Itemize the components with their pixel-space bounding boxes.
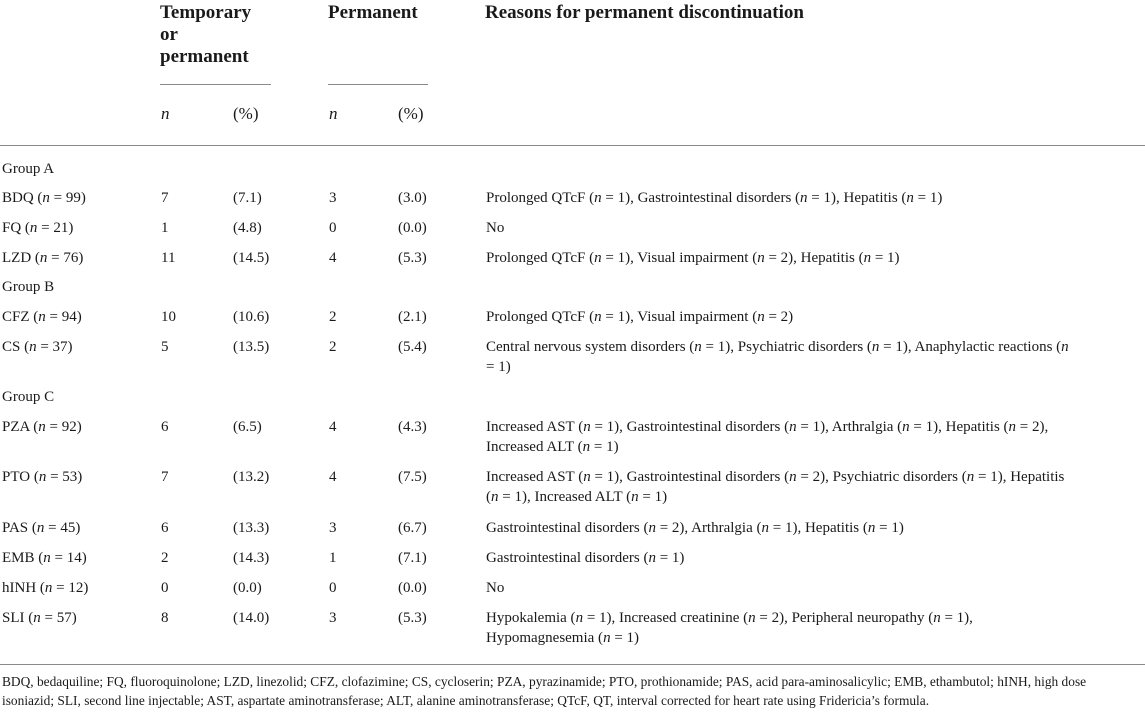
reason-count: = 1), [601,190,638,206]
group-label-b: Group B [2,279,55,295]
n-symbol: n [757,250,765,266]
drug-label [2,518,80,538]
drug-name: PTO ( [2,469,39,485]
reason-name: Hepatitis ( [800,250,864,266]
permanent-n-cell: 2 [329,309,337,325]
reason-name: Increased creatinine ( [619,610,749,626]
n-symbol: n [575,610,584,626]
drug-name: CS ( [2,339,30,355]
n-symbol: n [43,550,51,566]
reason-name: Hepatitis ( [804,520,868,536]
n-symbol: n [583,419,591,435]
drug-name: PAS ( [2,520,37,536]
reason-count: = 1), [796,419,832,435]
subheader-temporary-n: n [161,104,170,123]
reason-name: Hypokalemia ( [486,610,576,626]
drug-label [2,248,83,268]
reason-count: = 2) [764,309,794,325]
temporary-pct-cell: (10.6) [233,309,270,325]
n-symbol: n [694,339,702,355]
permanent-pct-cell: (4.3) [398,419,427,435]
header-temporary-line3: permanent [160,46,249,67]
n-symbol: n [491,489,499,505]
n-symbol: n [906,190,914,206]
permanent-pct-cell: (0.0) [398,580,427,596]
reasons-cell [486,337,1078,377]
reason-name: Hypomagnesemia ( [486,630,604,646]
reason-count: = 1), [769,520,805,536]
n-symbol: n [29,220,38,236]
drug-count: = 76) [47,250,84,266]
temporary-n-cell: 6 [161,419,169,435]
reason-name: Hepatitis ( [486,469,1065,505]
n-symbol: n [1008,419,1017,435]
reason-name: Visual impairment ( [637,309,758,325]
reason-count: = 1), [601,309,638,325]
temporary-pct-cell: (6.5) [233,419,262,435]
n-symbol: n [648,520,656,536]
n-symbol: n [933,610,941,626]
n-symbol: n [761,520,769,536]
n-symbol: n [39,250,48,266]
n-symbol: n [789,419,797,435]
n-symbol: n [583,469,591,485]
temporary-n-cell: 0 [161,580,169,596]
subheader-temporary-pct: (%) [233,104,259,123]
reason-count: = 1), [974,469,1011,485]
temporary-pct-cell: (13.2) [233,469,270,485]
temporary-n-cell: 6 [161,520,169,536]
group-label-a: Group A [2,161,55,177]
reasons-cell [486,548,1078,568]
n-symbol: n [902,419,910,435]
drug-count: = 45) [44,520,81,536]
drug-label [2,218,73,238]
permanent-n-cell: 1 [329,550,337,566]
drug-label [2,188,86,208]
n-symbol: n [594,190,602,206]
reasons-cell [486,467,1078,507]
reason-name: Gastrointestinal disorders ( [626,469,790,485]
n-symbol: n [38,309,46,325]
drug-count: = 99) [49,190,86,206]
n-symbol: n [42,190,50,206]
drug-label [2,578,88,598]
reason-name: Gastrointestinal disorders ( [626,419,790,435]
header-underline-temporary [160,84,271,85]
n-symbol: n [603,630,611,646]
n-symbol: n [648,550,656,566]
header-temporary-line2: or [160,24,178,45]
temporary-pct-cell: (13.5) [233,339,270,355]
header-reasons: Reasons for permanent discontinuation [485,2,804,23]
reasons-cell [486,417,1078,457]
temporary-n-cell: 7 [161,469,169,485]
reason-name: Increased ALT ( [486,439,583,455]
reason-name: Increased AST ( [486,419,584,435]
subheader-permanent-pct: (%) [398,104,424,123]
drug-count: = 92) [45,419,82,435]
permanent-n-cell: 0 [329,220,337,236]
reason-name: Hepatitis ( [945,419,1009,435]
drug-name: PZA ( [2,419,39,435]
reasons-cell [486,248,1078,268]
drug-label [2,608,77,628]
permanent-n-cell: 4 [329,419,337,435]
temporary-n-cell: 11 [161,250,176,266]
n-symbol: n [631,489,639,505]
reason-count: = 1), [498,489,535,505]
temporary-pct-cell: (4.8) [233,220,262,236]
permanent-n-cell: 3 [329,520,337,536]
reasons-cell: No [486,580,505,596]
permanent-pct-cell: (2.1) [398,309,427,325]
n-symbol: n [29,339,37,355]
reason-name: Psychiatric disorders ( [737,339,872,355]
drug-name: SLI ( [2,610,34,626]
n-symbol: n [871,339,880,355]
group-label-c: Group C [2,389,55,405]
temporary-pct-cell: (0.0) [233,580,262,596]
reason-count: = 1) [655,550,685,566]
header-permanent: Permanent [328,2,418,23]
reason-name: Gastrointestinal disorders ( [486,520,649,536]
temporary-pct-cell: (14.5) [233,250,270,266]
reason-name: Gastrointestinal disorders ( [486,550,649,566]
n-symbol: n [38,419,46,435]
permanent-pct-cell: (3.0) [398,190,427,206]
table-bottom-rule [0,664,1145,665]
reason-count: = 1) [486,359,511,375]
permanent-pct-cell: (0.0) [398,220,427,236]
reason-name: Arthralgia ( [691,520,762,536]
reason-name: Prolonged QTcF ( [486,309,595,325]
permanent-pct-cell: (5.4) [398,339,427,355]
reason-count: = 2), [796,469,833,485]
header-bottom-rule [0,145,1145,146]
temporary-n-cell: 10 [161,309,176,325]
drug-count: = 37) [36,339,73,355]
n-symbol: n [594,309,602,325]
drug-label [2,337,73,357]
subheader-permanent-n: n [329,104,338,123]
reason-count: = 2), [755,610,792,626]
n-symbol: n [757,309,765,325]
temporary-pct-cell: (14.3) [233,550,270,566]
reason-name: Prolonged QTcF ( [486,190,595,206]
permanent-pct-cell: (6.7) [398,520,427,536]
reason-name: Visual impairment ( [637,250,758,266]
n-symbol: n [867,520,876,536]
reason-count: = 1), [583,610,620,626]
n-symbol: n [966,469,975,485]
drug-name: BDQ ( [2,190,43,206]
temporary-n-cell: 1 [161,220,169,236]
reason-count: = 2), [1016,419,1049,435]
n-symbol: n [863,250,872,266]
reason-name: Central nervous system disorders ( [486,339,695,355]
header-underline-permanent [328,84,428,85]
n-symbol: n [38,469,47,485]
drug-name: FQ ( [2,220,30,236]
permanent-n-cell: 3 [329,190,337,206]
n-symbol: n [594,250,602,266]
temporary-n-cell: 2 [161,550,169,566]
temporary-n-cell: 7 [161,190,169,206]
reason-name: Peripheral neuropathy ( [791,610,934,626]
reasons-cell [486,307,1078,327]
n-symbol: n [36,520,45,536]
permanent-pct-cell: (5.3) [398,610,427,626]
drug-label [2,307,82,327]
drug-name: LZD ( [2,250,40,266]
reason-name: Increased AST ( [486,469,584,485]
permanent-pct-cell: (5.3) [398,250,427,266]
permanent-n-cell: 2 [329,339,337,355]
drug-count: = 57) [40,610,77,626]
reason-count: = 1) [913,190,943,206]
temporary-pct-cell: (14.0) [233,610,270,626]
reason-count: = 2), [764,250,801,266]
reason-count: = 1), [879,339,915,355]
reason-name: Arthralgia ( [831,419,903,435]
drug-name: hINH ( [2,580,45,596]
reason-count: = 1), [909,419,946,435]
n-symbol: n [582,439,591,455]
drug-label [2,548,87,568]
reason-count: = 1) [590,439,619,455]
reason-count: = 1), [590,469,627,485]
drug-label [2,417,82,437]
permanent-n-cell: 4 [329,250,337,266]
reason-name: Anaphylactic reactions ( [914,339,1062,355]
reasons-cell [486,518,1078,538]
reason-count: = 1), [701,339,738,355]
reason-count: = 1), [590,419,627,435]
n-symbol: n [800,190,808,206]
drug-count: = 94) [45,309,82,325]
permanent-n-cell: 4 [329,469,337,485]
n-symbol: n [33,610,41,626]
reason-name: Hepatitis ( [843,190,907,206]
reasons-cell [486,608,1078,648]
reason-count: = 1), [601,250,638,266]
reason-name: Gastrointestinal disorders ( [637,190,801,206]
reason-count: = 1) [638,489,668,505]
n-symbol: n [1061,339,1069,355]
reason-count: = 1) [875,520,904,536]
footnote: BDQ, bedaquiline; FQ, fluoroquinolone; LZD, linezolid; CFZ, clofazimine; CS, cycloserin; PZA, pyrazinamide; PTO, prothionamide; PAS, acid para-aminosalicylic; EMB, ethambutol; hINH, high dose isoniazid; SLI, second line injectable; AST, aspartate aminotransferase; ALT, alanine aminotransferase; QTcF, QT, interval corrected for heart rate using Fridericia’s formula. [2,674,1087,708]
n-symbol: n [748,610,756,626]
permanent-pct-cell: (7.1) [398,550,427,566]
drug-count: = 14) [50,550,87,566]
reason-name: Psychiatric disorders ( [832,469,967,485]
temporary-pct-cell: (13.3) [233,520,270,536]
reason-count: = 1), [940,610,973,626]
drug-count: = 21) [37,220,74,236]
permanent-pct-cell: (7.5) [398,469,427,485]
temporary-pct-cell: (7.1) [233,190,262,206]
reasons-cell [486,188,1078,208]
reasons-cell: No [486,220,505,236]
drug-name: EMB ( [2,550,44,566]
reason-count: = 1) [610,630,640,646]
n-symbol: n [44,580,53,596]
reason-name: Increased ALT ( [534,489,632,505]
temporary-n-cell: 5 [161,339,169,355]
n-symbol: n [789,469,797,485]
drug-count: = 53) [46,469,83,485]
temporary-n-cell: 8 [161,610,169,626]
drug-count: = 12) [52,580,89,596]
reason-count: = 2), [655,520,692,536]
reason-count: = 1) [871,250,900,266]
reason-name: Prolonged QTcF ( [486,250,595,266]
drug-label [2,467,82,487]
permanent-n-cell: 0 [329,580,337,596]
drug-name: CFZ ( [2,309,39,325]
reason-count: = 1), [807,190,844,206]
header-temporary-line1: Temporary [160,2,252,23]
permanent-n-cell: 3 [329,610,337,626]
